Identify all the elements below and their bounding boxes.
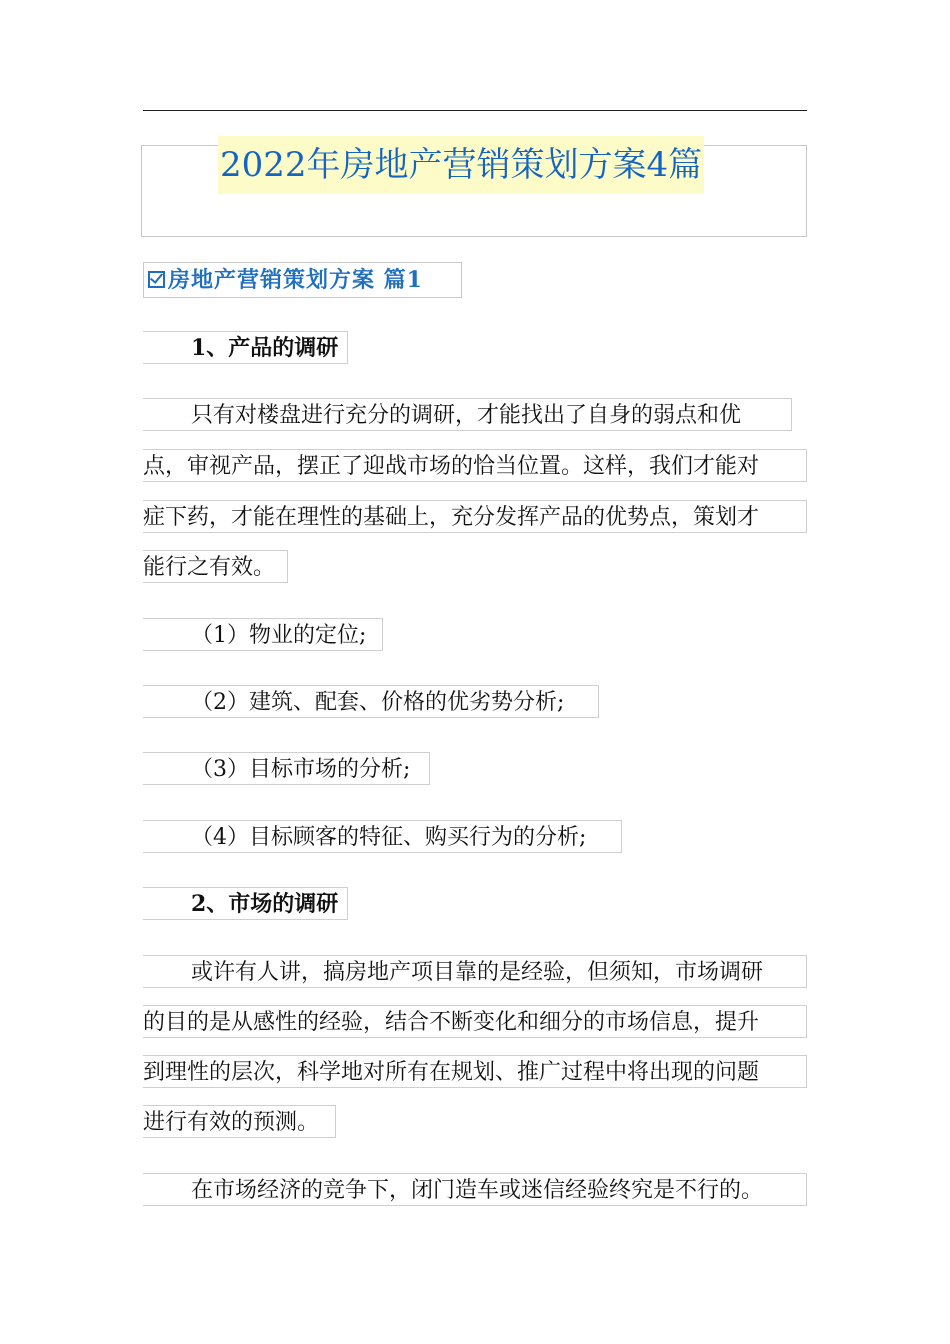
heading-market-research: 2、市场的调研 xyxy=(143,887,348,920)
paragraph-line: 到理性的层次，科学地对所有在规划、推广过程中将出现的问题 xyxy=(143,1055,807,1088)
list-item: （1）物业的定位; xyxy=(143,618,383,651)
list-item: （4）目标顾客的特征、购买行为的分析; xyxy=(143,820,622,853)
heading-product-research: 1、产品的调研 xyxy=(143,331,348,364)
paragraph-line: 点，审视产品，摆正了迎战市场的恰当位置。这样，我们才能对 xyxy=(143,449,807,482)
list-item: （3）目标市场的分析; xyxy=(143,752,430,785)
paragraph-line: 在市场经济的竞争下，闭门造车或迷信经验终究是不行的。 xyxy=(143,1173,807,1206)
section-title xyxy=(143,262,462,298)
paragraph-line: 症下药，才能在理性的基础上，充分发挥产品的优势点，策划才 xyxy=(143,500,807,533)
paragraph-line: 能行之有效。 xyxy=(143,550,288,583)
list-item: （2）建筑、配套、价格的优劣势分析; xyxy=(143,685,599,718)
paragraph-line: 的目的是从感性的经验，结合不断变化和细分的市场信息，提升 xyxy=(143,1005,807,1038)
check-box-icon xyxy=(148,271,165,288)
document-title: 2022年房地产营销策划方案4篇 xyxy=(218,136,704,194)
section-title-label: 房地产营销策划方案 篇1 xyxy=(168,267,423,293)
paragraph-line: 或许有人讲，搞房地产项目靠的是经验，但须知，市场调研 xyxy=(143,955,807,988)
paragraph-line: 只有对楼盘进行充分的调研，才能找出了自身的弱点和优 xyxy=(143,398,792,431)
top-rule xyxy=(143,110,807,111)
paragraph-line: 进行有效的预测。 xyxy=(143,1105,336,1138)
